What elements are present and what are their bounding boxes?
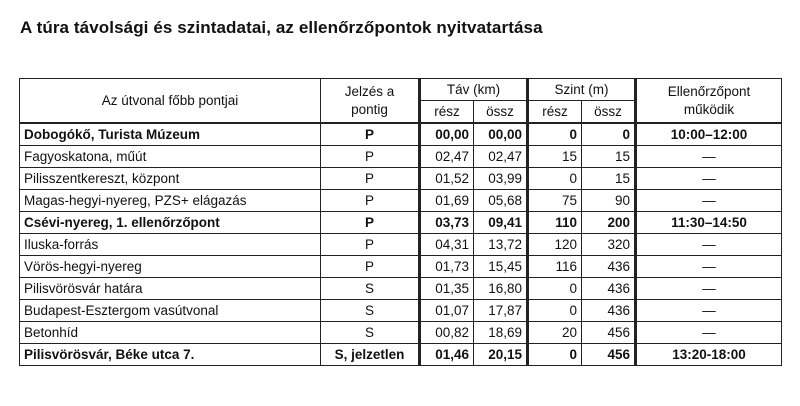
waypoint-name: Csévi-nyereg, 1. ellenőrzőpont [20,212,321,234]
waypoint-name: Dobogókő, Turista Múzeum [20,123,321,146]
waypoint-name: Fagyoskatona, műút [20,146,321,168]
checkpoint-hours: — [636,278,782,300]
elevation-total: 0 [582,123,636,146]
elevation-total: 436 [582,278,636,300]
distance-total: 15,45 [474,256,528,278]
table-row [20,212,782,234]
elevation-total: 456 [582,322,636,344]
distance-total: 16,80 [474,278,528,300]
distance-part: 02,47 [420,146,474,168]
distance-total: 18,69 [474,322,528,344]
checkpoint-hours: — [636,190,782,212]
header-points: Az útvonal főbb pontjai [20,79,321,124]
page-title: A túra távolsági és szintadatai, az ellenőrzőpontok nyitvatartása [20,18,543,37]
trail-mark: S, jelzetlen [321,344,420,366]
trail-mark: P [321,123,420,146]
table-row [20,344,782,366]
table-row [20,256,782,278]
trail-mark: S [321,300,420,322]
header-checkpoint: Ellenőrzőpont működik [636,79,782,124]
table-row [20,123,782,146]
distance-part: 00,82 [420,322,474,344]
header-elevation: Szint (m) [528,79,636,101]
elevation-part: 110 [528,212,582,234]
trail-mark: P [321,146,420,168]
elevation-total: 15 [582,146,636,168]
route-rows [20,123,782,366]
elevation-part: 15 [528,146,582,168]
table-row [20,146,782,168]
distance-total: 02,47 [474,146,528,168]
trail-mark: P [321,234,420,256]
elevation-total: 15 [582,168,636,190]
trail-mark: S [321,322,420,344]
elevation-part: 0 [528,168,582,190]
elevation-part: 20 [528,322,582,344]
waypoint-name: Magas-hegyi-nyereg, PZS+ elágazás [20,190,321,212]
elevation-total: 456 [582,344,636,366]
elevation-part: 116 [528,256,582,278]
distance-part: 00,00 [420,123,474,146]
waypoint-name: Pilisvörösvár határa [20,278,321,300]
elevation-part: 120 [528,234,582,256]
elevation-total: 436 [582,300,636,322]
elevation-part: 0 [528,344,582,366]
checkpoint-hours: — [636,300,782,322]
distance-total: 20,15 [474,344,528,366]
checkpoint-hours: — [636,234,782,256]
waypoint-name: Pilisvörösvár, Béke utca 7. [20,344,321,366]
elevation-total: 90 [582,190,636,212]
elevation-total: 436 [582,256,636,278]
header-distance-part: rész [420,101,474,124]
table-row [20,168,782,190]
table-row [20,300,782,322]
trail-mark: P [321,168,420,190]
distance-total: 03,99 [474,168,528,190]
trail-mark: P [321,256,420,278]
table-row [20,234,782,256]
header-mark: Jelzés a pontig [321,79,420,124]
elevation-total: 200 [582,212,636,234]
trail-mark: P [321,212,420,234]
distance-part: 01,69 [420,190,474,212]
table-row [20,322,782,344]
distance-total: 00,00 [474,123,528,146]
waypoint-name: Betonhíd [20,322,321,344]
distance-part: 04,31 [420,234,474,256]
table-row [20,278,782,300]
distance-part: 01,52 [420,168,474,190]
distance-total: 05,68 [474,190,528,212]
waypoint-name: Pilisszentkereszt, központ [20,168,321,190]
header-elevation-total: össz [582,101,636,124]
checkpoint-hours: 10:00–12:00 [636,123,782,146]
distance-part: 01,46 [420,344,474,366]
trail-mark: P [321,190,420,212]
distance-part: 03,73 [420,212,474,234]
header-distance-total: össz [474,101,528,124]
distance-part: 01,73 [420,256,474,278]
checkpoint-hours: — [636,168,782,190]
waypoint-name: Vörös-hegyi-nyereg [20,256,321,278]
elevation-part: 0 [528,278,582,300]
checkpoint-hours: 13:20-18:00 [636,344,782,366]
distance-total: 09,41 [474,212,528,234]
header-distance: Táv (km) [420,79,528,101]
table-row [20,190,782,212]
route-table [19,78,782,366]
checkpoint-hours: — [636,146,782,168]
trail-mark: S [321,278,420,300]
checkpoint-hours: 11:30–14:50 [636,212,782,234]
checkpoint-hours: — [636,322,782,344]
distance-part: 01,35 [420,278,474,300]
elevation-part: 0 [528,300,582,322]
checkpoint-hours: — [636,256,782,278]
distance-total: 13,72 [474,234,528,256]
distance-total: 17,87 [474,300,528,322]
waypoint-name: Iluska-forrás [20,234,321,256]
distance-part: 01,07 [420,300,474,322]
elevation-part: 0 [528,123,582,146]
header-elevation-part: rész [528,101,582,124]
elevation-part: 75 [528,190,582,212]
waypoint-name: Budapest-Esztergom vasútvonal [20,300,321,322]
elevation-total: 320 [582,234,636,256]
